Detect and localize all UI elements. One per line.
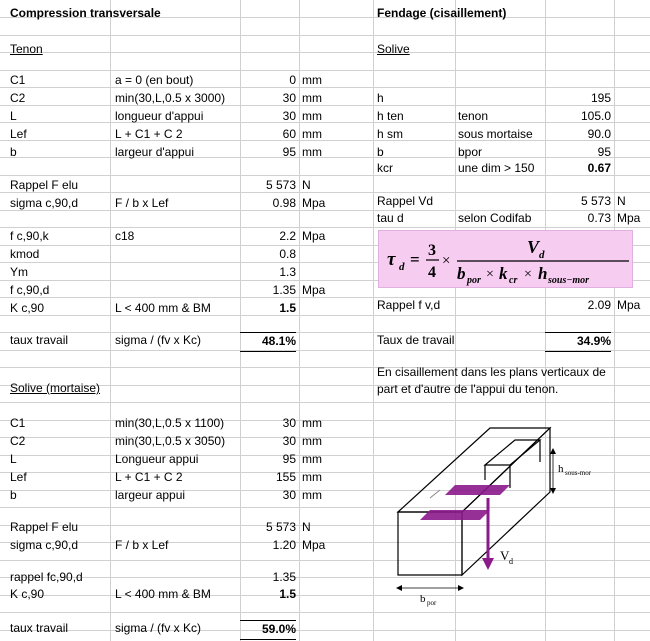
cell-desc[interactable]: sigma / (fv x Kc) [115, 621, 202, 635]
cell-label[interactable]: sigma c,90,d [10, 538, 79, 552]
cell-desc[interactable]: L + C1 + C 2 [115, 127, 183, 141]
cell-label[interactable]: taux travail [10, 333, 69, 347]
cell-value[interactable]: 1.5 [279, 587, 296, 601]
cell-unit[interactable]: mm [302, 109, 322, 123]
cell-unit[interactable]: Mpa [302, 196, 326, 210]
cell-label[interactable]: h ten [377, 109, 404, 123]
cell-value[interactable]: 195 [590, 91, 611, 105]
row-line [0, 613, 650, 631]
cell-desc[interactable]: F / b x Lef [115, 196, 169, 210]
solive-mortaise-heading: Solive (mortaise) [10, 381, 101, 395]
cell-value[interactable]: 95 [282, 452, 296, 466]
h-label-sub: sous-mor [565, 469, 592, 477]
cell-unit[interactable]: mm [302, 470, 322, 484]
row-line [0, 35, 650, 53]
cell-label[interactable]: taux travail [10, 621, 69, 635]
cell-unit[interactable]: N [302, 178, 311, 192]
cell-label[interactable]: Rappel F elu [10, 178, 79, 192]
tenon-heading: Tenon [10, 42, 43, 56]
cell-value[interactable]: 30 [282, 488, 296, 502]
cell-label[interactable]: f c,90,k [10, 229, 49, 243]
b-label-sub: por [427, 599, 437, 607]
cell-value[interactable]: 1.3 [279, 265, 296, 279]
cell-value[interactable]: 95 [282, 145, 296, 159]
formula-k-sub: cr [509, 275, 518, 286]
cell-label[interactable]: Rappel Vd [377, 194, 434, 208]
shear-formula-box[interactable] [378, 230, 633, 288]
cell-label[interactable]: K c,90 [10, 301, 45, 315]
cell-unit[interactable]: Mpa [302, 538, 326, 552]
cell-desc[interactable]: Longueur appui [115, 452, 199, 466]
cell-label[interactable]: b [377, 145, 384, 159]
row-line [0, 53, 650, 71]
cell-desc[interactable]: L + C1 + C 2 [115, 470, 183, 484]
cell-label[interactable]: kcr [377, 161, 393, 175]
note-line-2: part et d'autre de l'appui du tenon. [377, 382, 559, 396]
cell-label[interactable]: C2 [10, 434, 26, 448]
cell-unit[interactable]: mm [302, 145, 322, 159]
formula-times: × [524, 267, 532, 282]
cell-desc[interactable]: selon Codifab [458, 211, 532, 225]
cell-desc[interactable]: largeur appui [115, 488, 186, 502]
formula-equals: = [410, 250, 420, 269]
cell-unit[interactable]: mm [302, 91, 322, 105]
cell-value[interactable]: 1.5 [279, 301, 296, 315]
cell-desc[interactable]: min(30,L,0.5 x 3000) [115, 91, 226, 105]
cell-value[interactable]: 30 [282, 434, 296, 448]
cell-value[interactable]: 2.09 [587, 298, 611, 312]
cell-label[interactable]: L [10, 109, 17, 123]
cell-value[interactable]: 5 573 [265, 520, 296, 534]
formula-vd: V [527, 237, 540, 257]
vd-label: V [500, 548, 510, 563]
cell-value[interactable]: 30 [282, 109, 296, 123]
left-title: Compression transversale [10, 6, 161, 20]
tenon-drawing [390, 420, 605, 608]
cell-desc[interactable]: sigma / (fv x Kc) [115, 333, 202, 347]
cell-unit[interactable]: Mpa [617, 298, 641, 312]
b-label: b [420, 593, 426, 605]
cell-label[interactable]: b [10, 145, 17, 159]
cell-desc[interactable]: min(30,L,0.5 x 1100) [115, 416, 225, 430]
cell-value[interactable]: 1.35 [272, 283, 296, 297]
cell-label[interactable]: Rappel f v,d [377, 298, 441, 312]
cell-label[interactable]: Rappel F elu [10, 520, 79, 534]
cell-unit[interactable]: mm [302, 488, 322, 502]
cell-unit[interactable]: mm [302, 452, 322, 466]
cell-label[interactable]: Lef [10, 470, 27, 484]
cell-value[interactable]: 0 [289, 73, 296, 87]
right-title: Fendage (cisaillement) [377, 6, 507, 20]
cell-desc[interactable]: F / b x Lef [115, 538, 169, 552]
cell-value[interactable]: 5 573 [580, 194, 611, 208]
row-line [0, 403, 650, 421]
cell-label[interactable]: h [377, 91, 384, 105]
cell-value[interactable]: 0.67 [587, 161, 611, 175]
formula-times: × [442, 253, 451, 269]
cell-value[interactable]: 60 [282, 127, 296, 141]
shear-plane-lower [420, 510, 490, 520]
row-line [0, 315, 650, 333]
cell-unit[interactable]: mm [302, 434, 322, 448]
cell-desc[interactable]: longueur d'appui [115, 109, 204, 123]
cell-value[interactable]: 0.8 [279, 247, 296, 261]
cell-label[interactable]: K c,90 [10, 587, 45, 601]
solive-taux-value[interactable]: 59.0% [240, 620, 296, 640]
cell-label[interactable]: b [10, 488, 17, 502]
vd-label-sub: d [509, 557, 513, 566]
cell-value[interactable]: 155 [275, 470, 296, 484]
cell-unit[interactable]: N [617, 194, 626, 208]
cell-desc[interactable]: min(30,L,0.5 x 3050) [115, 434, 226, 448]
cell-value[interactable]: 1.35 [272, 570, 296, 584]
cell-label[interactable]: C1 [10, 73, 26, 87]
cell-label[interactable]: L [10, 452, 17, 466]
tenon-mortise-figure [390, 420, 605, 608]
cell-value[interactable]: 30 [282, 416, 296, 430]
col-line [110, 0, 111, 641]
cell-desc[interactable]: une dim > 150 [458, 161, 535, 175]
shear-plane-upper [445, 485, 510, 495]
cell-label[interactable]: sigma c,90,d [10, 196, 79, 210]
formula-tau: τ [387, 249, 396, 270]
formula-times: × [486, 267, 494, 282]
cell-desc[interactable]: a = 0 (en bout) [115, 73, 194, 87]
cell-value[interactable]: 105.0 [580, 109, 611, 123]
cell-label[interactable]: h sm [377, 127, 404, 141]
cell-label[interactable]: f c,90,d [10, 283, 50, 297]
cell-label[interactable]: Taux de travail [377, 333, 455, 347]
cell-value[interactable]: 5 573 [265, 178, 296, 192]
cell-label[interactable]: C1 [10, 416, 26, 430]
cell-value[interactable]: 0.73 [587, 211, 611, 225]
formula-vd-sub: d [539, 249, 545, 261]
cell-unit[interactable]: mm [302, 127, 322, 141]
formula-b: b [457, 264, 466, 283]
cell-value[interactable]: 95 [597, 145, 611, 159]
formula-den-4: 4 [428, 264, 436, 281]
cell-value[interactable]: 90.0 [587, 127, 611, 141]
cell-value[interactable]: 2.2 [279, 229, 296, 243]
row-line [0, 70, 650, 88]
shear-formula [379, 231, 634, 289]
col-line [373, 0, 374, 641]
cell-label[interactable]: tau d [377, 211, 404, 225]
cell-unit[interactable]: mm [302, 73, 322, 87]
cell-unit[interactable]: N [302, 520, 311, 534]
note-line-1: En cisaillement dans les plans verticaux de [377, 365, 606, 379]
cell-desc[interactable]: sous mortaise [458, 127, 533, 141]
cell-desc[interactable]: c18 [115, 229, 135, 243]
tenon-taux-value[interactable]: 48.1% [240, 332, 296, 352]
formula-h: h [538, 264, 548, 283]
cell-desc[interactable]: bpor [458, 145, 483, 159]
cell-desc[interactable]: L < 400 mm & BM [115, 301, 211, 315]
formula-num-3: 3 [428, 242, 436, 259]
cell-desc[interactable]: tenon [458, 109, 489, 123]
cell-desc[interactable]: largeur d'appui [115, 145, 195, 159]
fendage-taux-value[interactable]: 34.9% [545, 332, 611, 352]
cell-unit[interactable]: Mpa [617, 211, 641, 225]
cell-unit[interactable]: Mpa [302, 229, 326, 243]
solive-heading: Solive [377, 42, 410, 56]
cell-label[interactable]: Ym [10, 265, 28, 279]
cell-label[interactable]: Lef [10, 127, 27, 141]
cell-unit[interactable]: Mpa [302, 283, 326, 297]
cell-value[interactable]: 0.98 [272, 196, 296, 210]
formula-h-sub: sous−mor [548, 275, 590, 286]
cell-label[interactable]: rappel fc,90,d [10, 570, 83, 584]
h-label: h [558, 463, 564, 475]
formula-tau-sub: d [399, 261, 405, 273]
formula-k: k [499, 264, 508, 283]
cell-label[interactable]: kmod [10, 247, 40, 261]
cell-desc[interactable]: L < 400 mm & BM [115, 587, 211, 601]
cell-unit[interactable]: mm [302, 416, 322, 430]
col-line [614, 0, 615, 641]
formula-b-sub: por [467, 275, 481, 286]
cell-label[interactable]: C2 [10, 91, 26, 105]
col-line [299, 0, 300, 641]
cell-value[interactable]: 1.20 [272, 538, 296, 552]
cell-value[interactable]: 30 [282, 91, 296, 105]
